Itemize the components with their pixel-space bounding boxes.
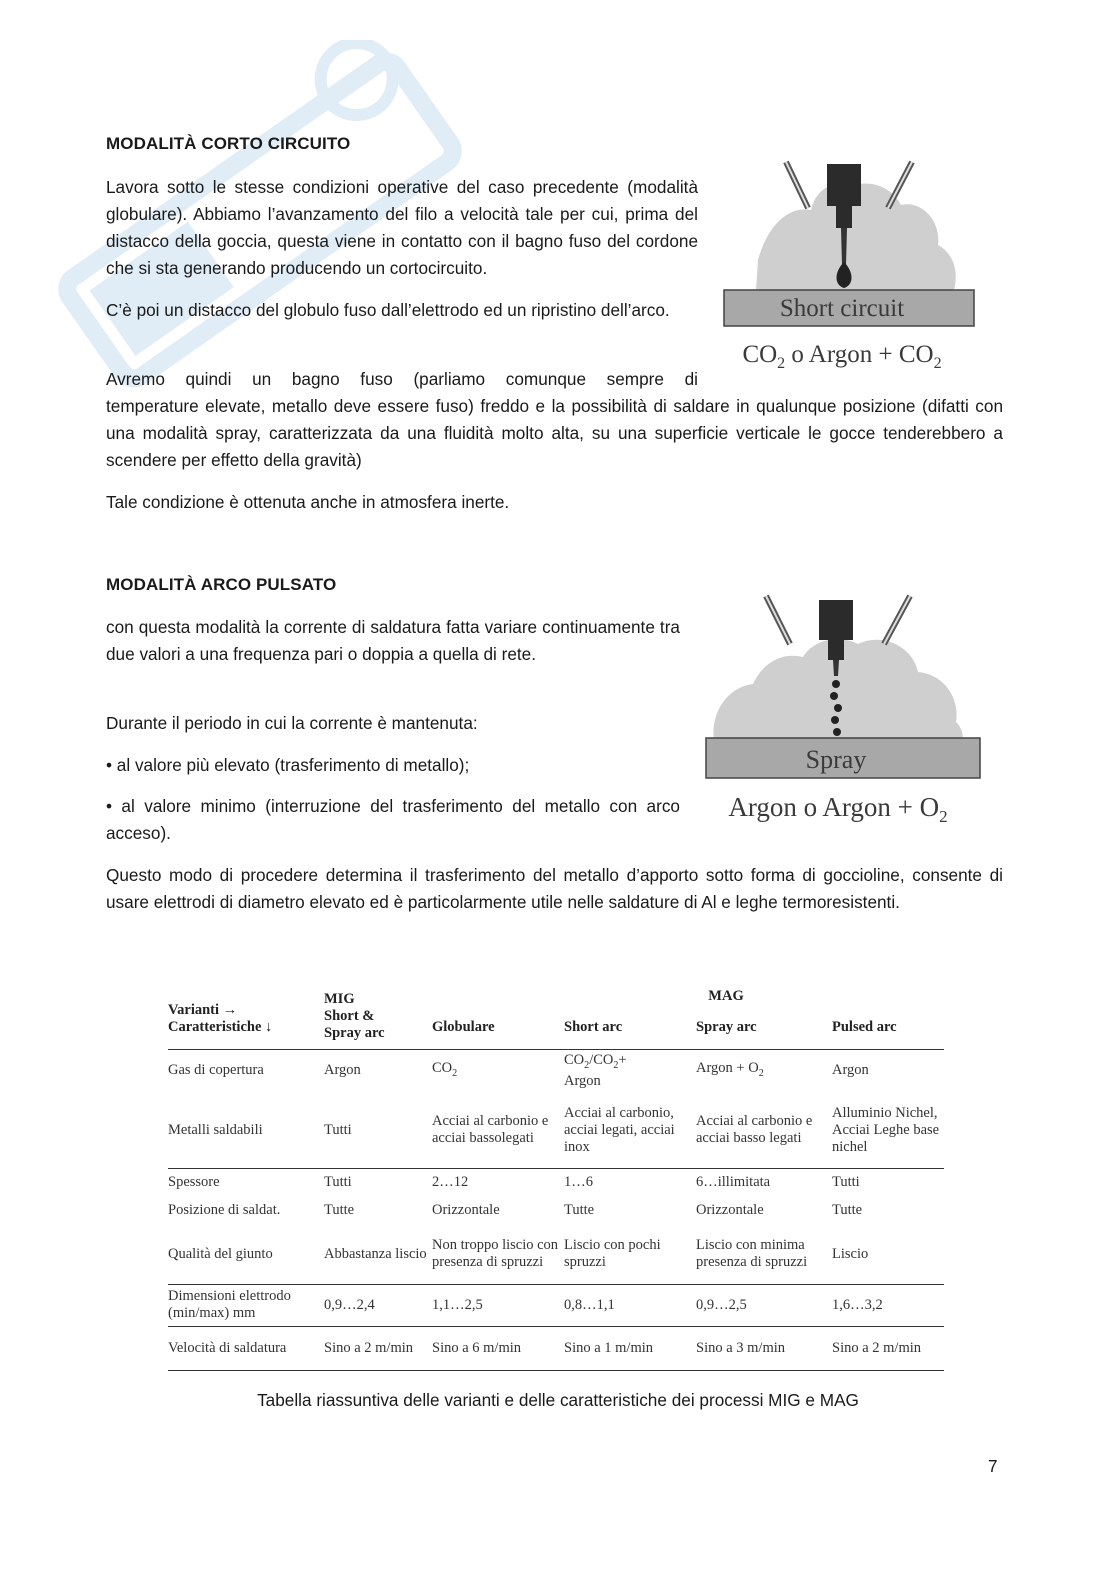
- spray-figure: [698, 592, 988, 832]
- table-row: Velocità di saldatura Sino a 2 m/min Sino a 6 m/min Sino a 1 m/min Sino a 3 m/min Sino a 2 m/min: [168, 1326, 944, 1370]
- short-circuit-label: Short circuit: [779, 295, 905, 322]
- table-row: Spessore Tutti 2…12 1…6 6…illimitata Tutti: [168, 1174, 860, 1191]
- table-header-spray-arc: Spray arc: [696, 1019, 757, 1036]
- section-title-corto-circuito: MODALITÀ CORTO CIRCUITO: [106, 134, 351, 153]
- paragraph-corto-circuito-4: Tale condizione è ottenuta anche in atmosfera inerte.: [106, 492, 510, 512]
- electrode-wire: [841, 228, 847, 265]
- table-header-mag: MAG: [708, 987, 744, 1004]
- paragraph-corto-circuito-3b: temperature elevate, metallo deve essere fuso) freddo e la possibilità di saldare in qualunque posizione (difatti con una modalità spray, caratterizzata da una fluidità molto alta, su una superficie verticale le gocce tenderebbero a scendere per effetto della gravità): [106, 396, 1003, 470]
- short-circuit-figure: [716, 150, 986, 375]
- spray-gas-label: Argon o Argon + $O_2$: [728, 792, 948, 826]
- table-row: Dimensioni elettrodo (min/max) mm 0,9…2,4 1,1…2,5 0,8…1,1 0,9…2,5 1,6…3,2: [168, 1284, 944, 1326]
- short-circuit-gas-label: $CO_2$ o Argon + $CO_2$: [742, 341, 942, 372]
- paragraph-arco-pulsato-2: Durante il periodo in cui la corrente è mantenuta:: [106, 713, 478, 733]
- summary-table: [168, 985, 944, 1371]
- bullet-valore-minimo: • al valore minimo (interruzione del trasferimento del metallo con arco acceso).: [106, 796, 680, 843]
- paragraph-corto-circuito-2: C’è poi un distacco del globulo fuso dall’elettrodo ed un ripristino dell’arco.: [106, 300, 670, 320]
- bullet-valore-elevato: • al valore più elevato (trasferimento di metallo);: [106, 755, 470, 775]
- spray-label: Spray: [805, 745, 867, 774]
- table-corner-header: Varianti → Caratteristiche ↓: [168, 1001, 273, 1035]
- table-header-short-arc: Short arc: [564, 1019, 623, 1036]
- electrode-wire: [833, 660, 839, 676]
- section-title-arco-pulsato: MODALITÀ ARCO PULSATO: [106, 575, 337, 594]
- contact-tip: [828, 640, 844, 660]
- table-row: Metalli saldabili Tutti Acciai al carbonio e acciai bassolegati Acciai al carbonio, acciai legati, acciai inox Acciai al carbonio e acciai basso legati Alluminio Nichel, Acciai Leghe base nichel: [168, 1092, 944, 1168]
- table-header-pulsed-arc: Pulsed arc: [832, 1019, 897, 1036]
- table-header-mig: MIG Short & Spray arc: [324, 991, 385, 1042]
- page-number: 7: [988, 1456, 998, 1476]
- torch-body: [819, 600, 853, 640]
- paragraph-arco-pulsato-3: Questo modo di procedere determina il trasferimento del metallo d’apporto sotto forma di goccioline, consente di usare elettrodi di diametro elevato ed è particolarmente utile nelle saldature di Al e leghe termoresistenti.: [106, 865, 1003, 912]
- table-row: Gas di copertura Argon $CO_2$ $CO_2/CO_2+$ Argon Argon + $O_2$ Argon: [168, 1049, 944, 1092]
- table-caption: Tabella riassuntiva delle varianti e delle caratteristiche dei processi MIG e MAG: [257, 1390, 859, 1410]
- paragraph-corto-circuito-1: Lavora sotto le stesse condizioni operative del caso precedente (modalità globulare). Abbiamo l’avanzamento del filo a velocità tale per cui, prima del distacco della goccia, questa viene in contatto con il bagno fuso del cordone che si sta generando producendo un cortocircuito.: [106, 177, 698, 278]
- paragraph-arco-pulsato-1: con questa modalità la corrente di saldatura fatta variare continuamente tra due valori a una frequenza pari o doppia a quella di rete.: [106, 617, 680, 664]
- paragraph-corto-circuito-3a: Avremo quindi un bagno fuso (parliamo comunque sempre di: [106, 369, 698, 389]
- contact-tip: [836, 206, 852, 228]
- torch-body: [827, 164, 861, 206]
- table-row: Posizione di saldat. Tutte Orizzontale Tutte Orizzontale Tutte: [168, 1201, 863, 1218]
- table-header-globulare: Globulare: [432, 1019, 495, 1036]
- table-row: Qualità del giunto Abbastanza liscio Non troppo liscio con presenza di spruzzi Liscio con pochi spruzzi Liscio con minima presenza di spruzzi Liscio: [168, 1224, 944, 1284]
